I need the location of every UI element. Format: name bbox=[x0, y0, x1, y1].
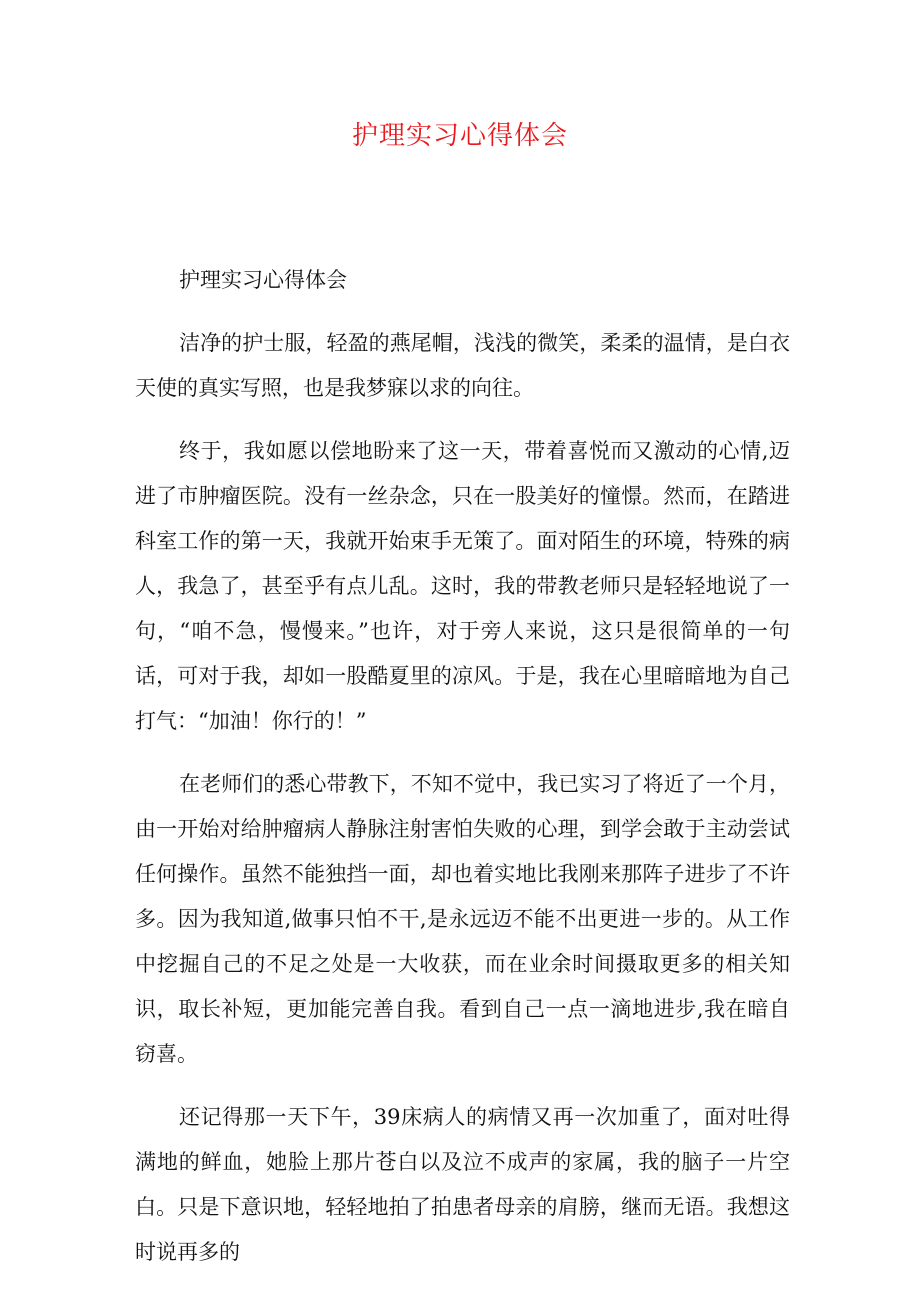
paragraph-3: 在老师们的悉心带教下，不知不觉中，我已实习了将近了一个月，由一开始对给肿瘤病人静脉注射害怕失败的心理，到学会敢于主动尝试任何操作。虽然不能独挡一面，却也着实地比我刚来那阵子进步了不许多。因为我知道,做事只怕不干,是永远迈不能不出更进一步的。从工作中挖掘自己的不足之处是一大收获，而在业余时间摄取更多的相关知识，取长补短，更加能完善自我。看到自己一点一滴地进步,我在暗自窃喜。 bbox=[135, 772, 790, 1066]
paragraph-4: 还记得那一天下午，39床病人的病情又再一次加重了，面对吐得满地的鲜血，她脸上那片苍白以及泣不成声的家属，我的脑子一片空白。只是下意识地，轻轻地拍了拍患者母亲的肩膀，继而无语。我想这时说再多的 bbox=[135, 1105, 790, 1264]
paragraph-1: 洁净的护士服，轻盈的燕尾帽，浅浅的微笑，柔柔的温情，是白衣天使的真实写照，也是我梦寐以求的向往。 bbox=[135, 331, 790, 400]
document-body bbox=[135, 258, 790, 1293]
body-subtitle: 护理实习心得体会 bbox=[179, 268, 347, 292]
paragraph-2: 终于，我如愿以偿地盼来了这一天，带着喜悦而又激动的心情,迈进了市肿瘤医院。没有一丝杂念，只在一股美好的憧憬。然而，在踏进科室工作的第一天，我就开始束手无策了。面对陌生的环境，特殊的病人，我急了，甚至乎有点儿乱。这时，我的带教老师只是轻轻地说了一句，“咱不急，慢慢来。”也许，对于旁人来说，这只是很简单的一句话，可对于我，却如一股酷夏里的凉风。于是，我在心里暗暗地为自己打气：“加油！你行的！” bbox=[135, 439, 790, 733]
document-title: 护理实习心得体会 bbox=[351, 121, 568, 151]
